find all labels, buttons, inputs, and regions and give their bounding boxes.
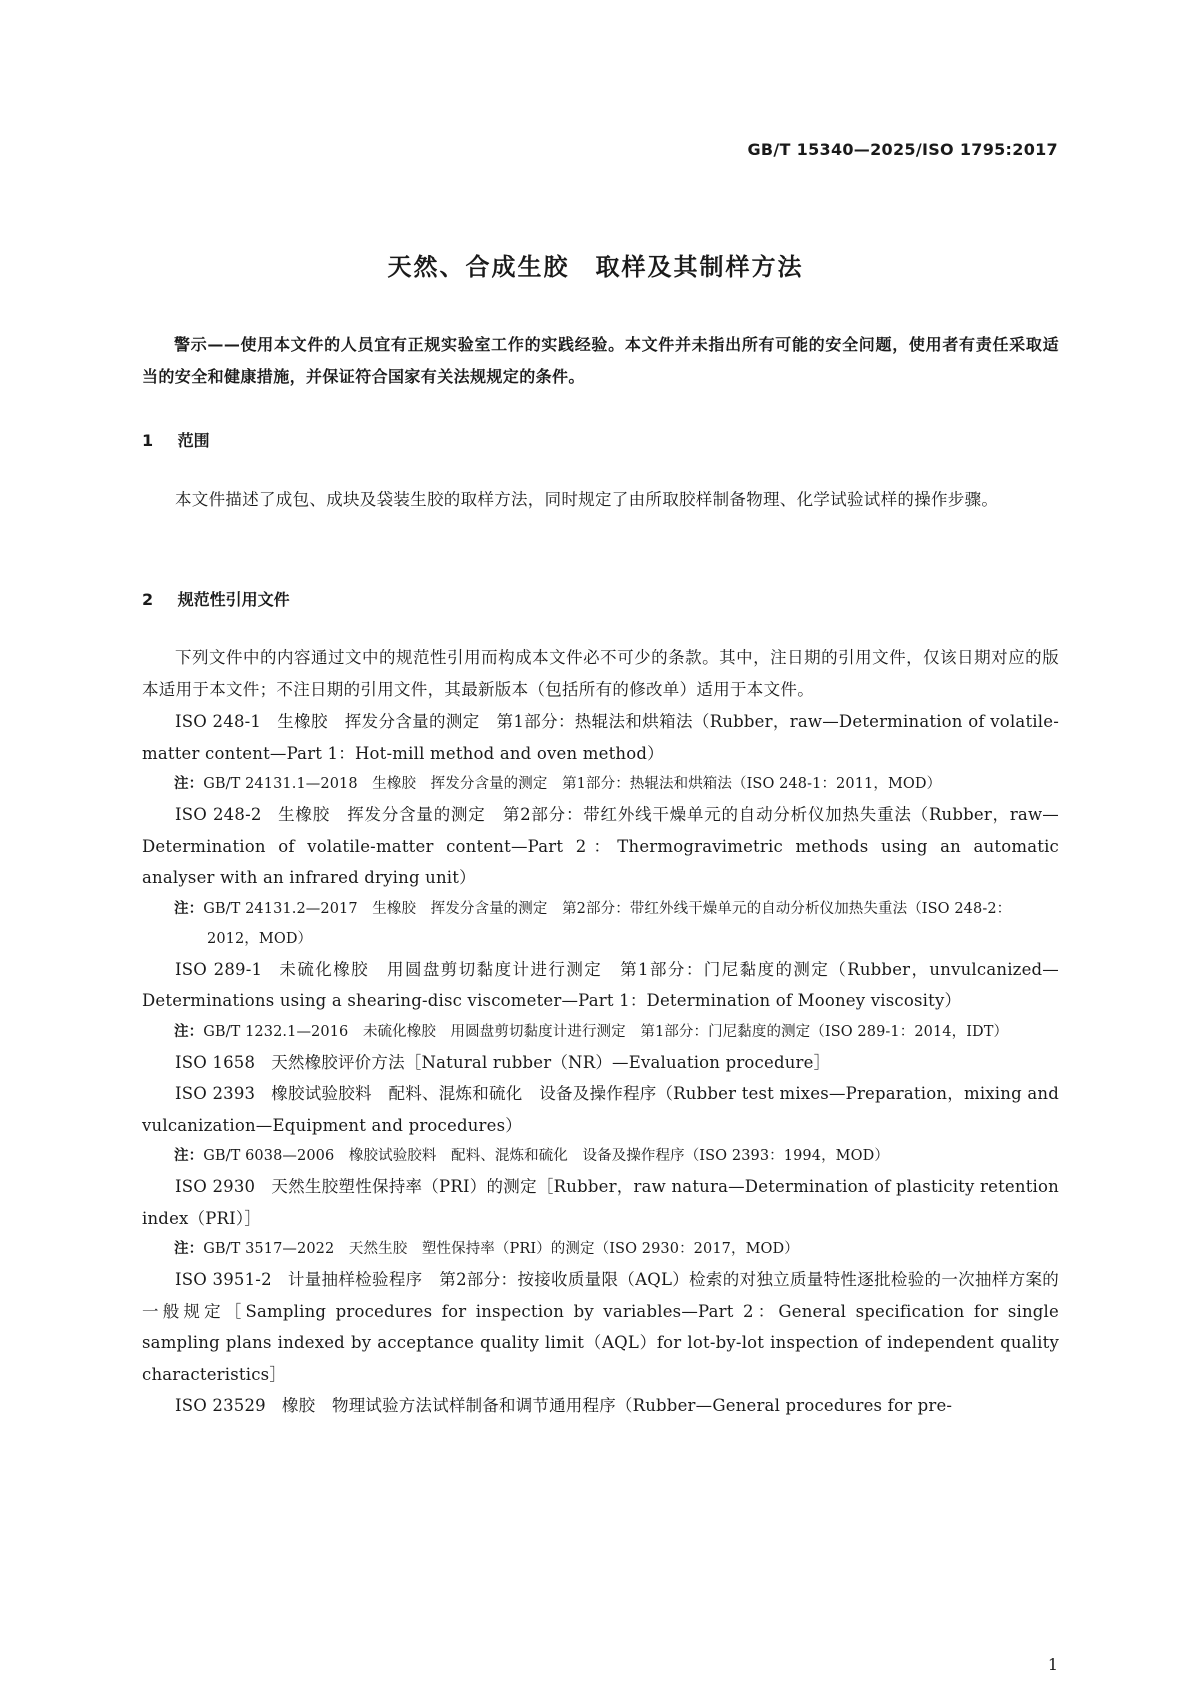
reference-note	[142, 769, 1059, 799]
reference-title: 天然生胶塑性保持率（PRI）的测定［Rubber，raw natura—Determination of plasticity retention index（PRI）］	[142, 1177, 1059, 1228]
note-label: 注：	[174, 1023, 204, 1040]
reference-title: 生橡胶 挥发分含量的测定 第1部分：热辊法和烘箱法（Rubber，raw—Determination of volatile-matter content—Part 1：Hot-mill method and oven method）	[142, 712, 1059, 763]
reference-item	[142, 1171, 1059, 1234]
reference-note	[142, 1017, 1059, 1047]
reference-title: 计量抽样检验程序 第2部分：按接收质量限（AQL）检索的对独立质量特性逐批检验的一次抽样方案的一般规定［Sampling procedures for inspection by variables—Part 2：General specification for single sampling plans indexed by acceptance quality limit（AQL）for lot-by-lot inspection of independent quality characteristics］	[142, 1270, 1059, 1384]
note-label: 注：	[174, 1241, 204, 1257]
reference-item	[142, 1078, 1059, 1141]
reference-list	[142, 706, 1059, 1422]
reference-note	[142, 1141, 1059, 1171]
reference-item	[142, 954, 1059, 1017]
note-text: GB/T 6038—2006 橡胶试验胶料 配料、混炼和硫化 设备及操作程序（ISO 2393：1994，MOD）	[203, 1148, 889, 1164]
reference-code: ISO 2930	[175, 1177, 256, 1196]
note-text: GB/T 24131.1—2018 生橡胶 挥发分含量的测定 第1部分：热辊法和烘箱法（ISO 248-1：2011，MOD）	[203, 776, 942, 792]
reference-code: ISO 3951-2	[175, 1270, 272, 1289]
reference-title: 未硫化橡胶 用圆盘剪切黏度计进行测定 第1部分：门尼黏度的测定（Rubber，unvulcanized—Determinations using a shearing-disc viscometer—Part 1：Determination of Mooney viscosity）	[142, 959, 1059, 1010]
reference-item	[142, 799, 1059, 894]
reference-code: ISO 248-2	[175, 805, 262, 824]
document-code: GB/T 15340—2025/ISO 1795:2017	[747, 140, 1058, 159]
reference-code: ISO 248-1	[175, 712, 262, 731]
scope-paragraph: 本文件描述了成包、成块及袋装生胶的取样方法，同时规定了由所取胶样制备物理、化学试验试样的操作步骤。	[175, 490, 999, 509]
section-heading-normative-references	[142, 587, 290, 610]
reference-item	[142, 1264, 1059, 1390]
note-label: 注：	[174, 1148, 204, 1164]
normative-references-block	[142, 642, 1059, 1422]
section-number: 1	[142, 431, 154, 450]
reference-item	[142, 1047, 1059, 1079]
reference-code: ISO 2393	[175, 1084, 256, 1103]
reference-item	[142, 706, 1059, 769]
reference-title: 橡胶 物理试验方法试样制备和调节通用程序（Rubber—General procedures for pre-	[281, 1396, 953, 1415]
page-number: 1	[1047, 1655, 1058, 1674]
safety-warning: 警示——使用本文件的人员宜有正规实验室工作的实践经验。本文件并未指出所有可能的安全问题，使用者有责任采取适当的安全和健康措施，并保证符合国家有关法规规定的条件。	[142, 335, 1059, 386]
reference-code: ISO 1658	[175, 1052, 256, 1072]
reference-title: 天然橡胶评价方法［Natural rubber（NR）—Evaluation procedure］	[271, 1052, 831, 1072]
note-text: GB/T 3517—2022 天然生胶 塑性保持率（PRI）的测定（ISO 2930：2017，MOD）	[203, 1241, 799, 1257]
document-title: 天然、合成生胶 取样及其制样方法	[387, 253, 804, 281]
reference-title: 橡胶试验胶料 配料、混炼和硫化 设备及操作程序（Rubber test mixes—Preparation，mixing and vulcanization—Equipment and procedures）	[142, 1084, 1059, 1135]
reference-note	[142, 894, 1059, 954]
normative-intro-paragraph: 下列文件中的内容通过文中的规范性引用而构成本文件必不可少的条款。其中，注日期的引用文件，仅该日期对应的版本适用于本文件；不注日期的引用文件，其最新版本（包括所有的修改单）适用于本文件。	[142, 648, 1059, 699]
note-label: 注：	[174, 900, 204, 917]
section-heading-scope	[142, 428, 210, 451]
section-title: 规范性引用文件	[177, 590, 290, 609]
reference-title: 生橡胶 挥发分含量的测定 第2部分：带红外线干燥单元的自动分析仪加热失重法（Rubber，raw—Determination of volatile-matter content—Part 2：Thermogravimetric methods using an automatic analyser with an infrared drying unit）	[142, 805, 1059, 887]
reference-code: ISO 289-1	[175, 959, 263, 979]
note-text: GB/T 1232.1—2016 未硫化橡胶 用圆盘剪切黏度计进行测定 第1部分：门尼黏度的测定（ISO 289-1：2014，IDT）	[203, 1023, 1009, 1040]
note-label: 注：	[174, 776, 204, 792]
reference-code: ISO 23529	[175, 1396, 266, 1415]
reference-item	[142, 1390, 1059, 1422]
section-title: 范围	[177, 431, 210, 450]
reference-note	[142, 1234, 1059, 1264]
note-text: GB/T 24131.2—2017 生橡胶 挥发分含量的测定 第2部分：带红外线干燥单元的自动分析仪加热失重法（ISO 248-2：2012，MOD）	[203, 900, 1012, 947]
section-number: 2	[142, 590, 154, 609]
